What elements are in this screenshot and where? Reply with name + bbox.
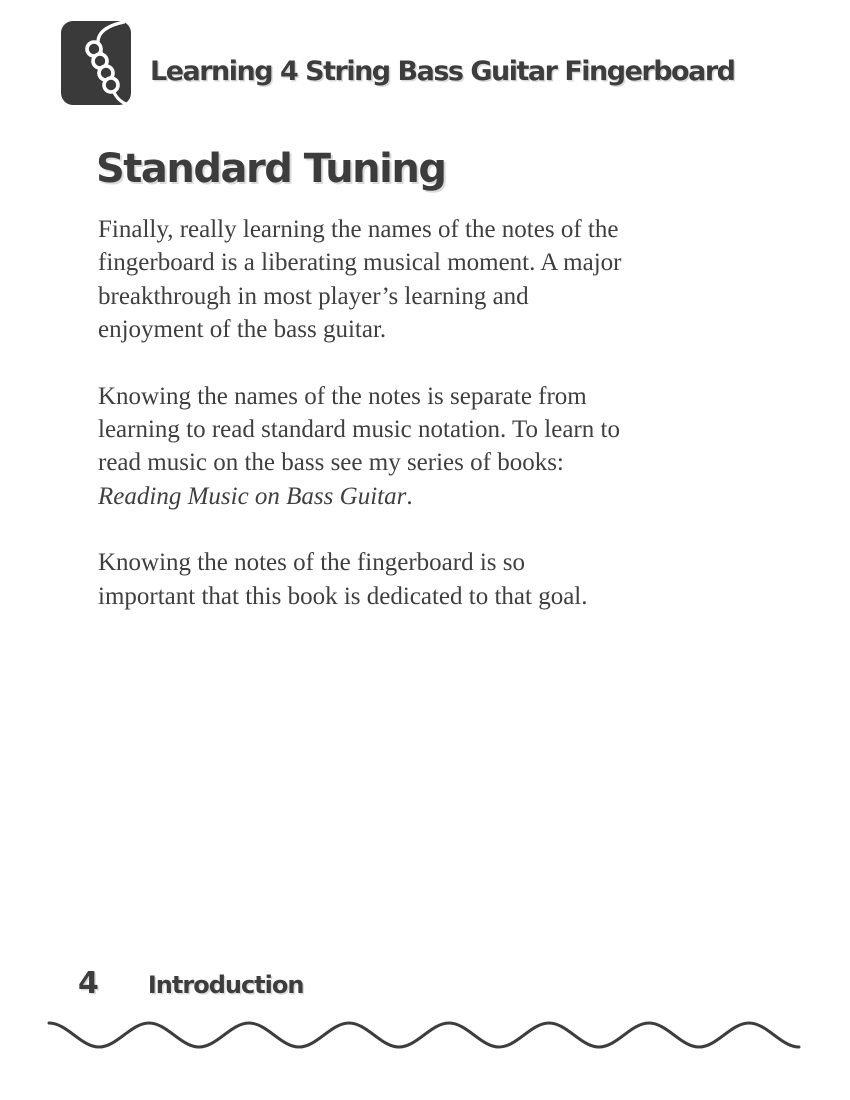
page-number: 4 xyxy=(78,966,98,1001)
text-line: fingerboard is a liberating musical moment. A major xyxy=(98,249,622,277)
paragraph-1 xyxy=(98,213,798,347)
sentence-period: . xyxy=(406,482,413,510)
section-heading: Standard Tuning xyxy=(96,146,446,192)
text-line: learning to read standard music notation. To learn to xyxy=(98,416,620,444)
paragraph-2 xyxy=(98,380,798,514)
text-line: Knowing the notes of the fingerboard is so xyxy=(98,549,526,577)
text-line: Knowing the names of the notes is separate from xyxy=(98,382,587,410)
book-title-reference: Reading Music on Bass Guitar xyxy=(98,482,407,510)
text-line xyxy=(98,483,413,510)
text-line: enjoyment of the bass guitar. xyxy=(98,316,387,344)
paragraph-3 xyxy=(98,546,798,613)
body-copy xyxy=(98,213,798,646)
text-line: breakthrough in most player’s learning and xyxy=(98,282,529,310)
text-line: Finally, really learning the names of the notes of the xyxy=(98,216,619,243)
footer-section-label: Introduction xyxy=(147,971,304,999)
page-footer xyxy=(78,966,303,1001)
text-line: important that this book is dedicated to that goal. xyxy=(98,582,588,610)
text-line: read music on the bass see my series of books: xyxy=(98,449,564,477)
wavy-line-divider xyxy=(44,1015,804,1055)
page-header xyxy=(60,20,734,106)
bass-headstock-icon xyxy=(60,20,132,106)
book-title-header: Learning 4 String Bass Guitar Fingerboard xyxy=(150,55,735,87)
